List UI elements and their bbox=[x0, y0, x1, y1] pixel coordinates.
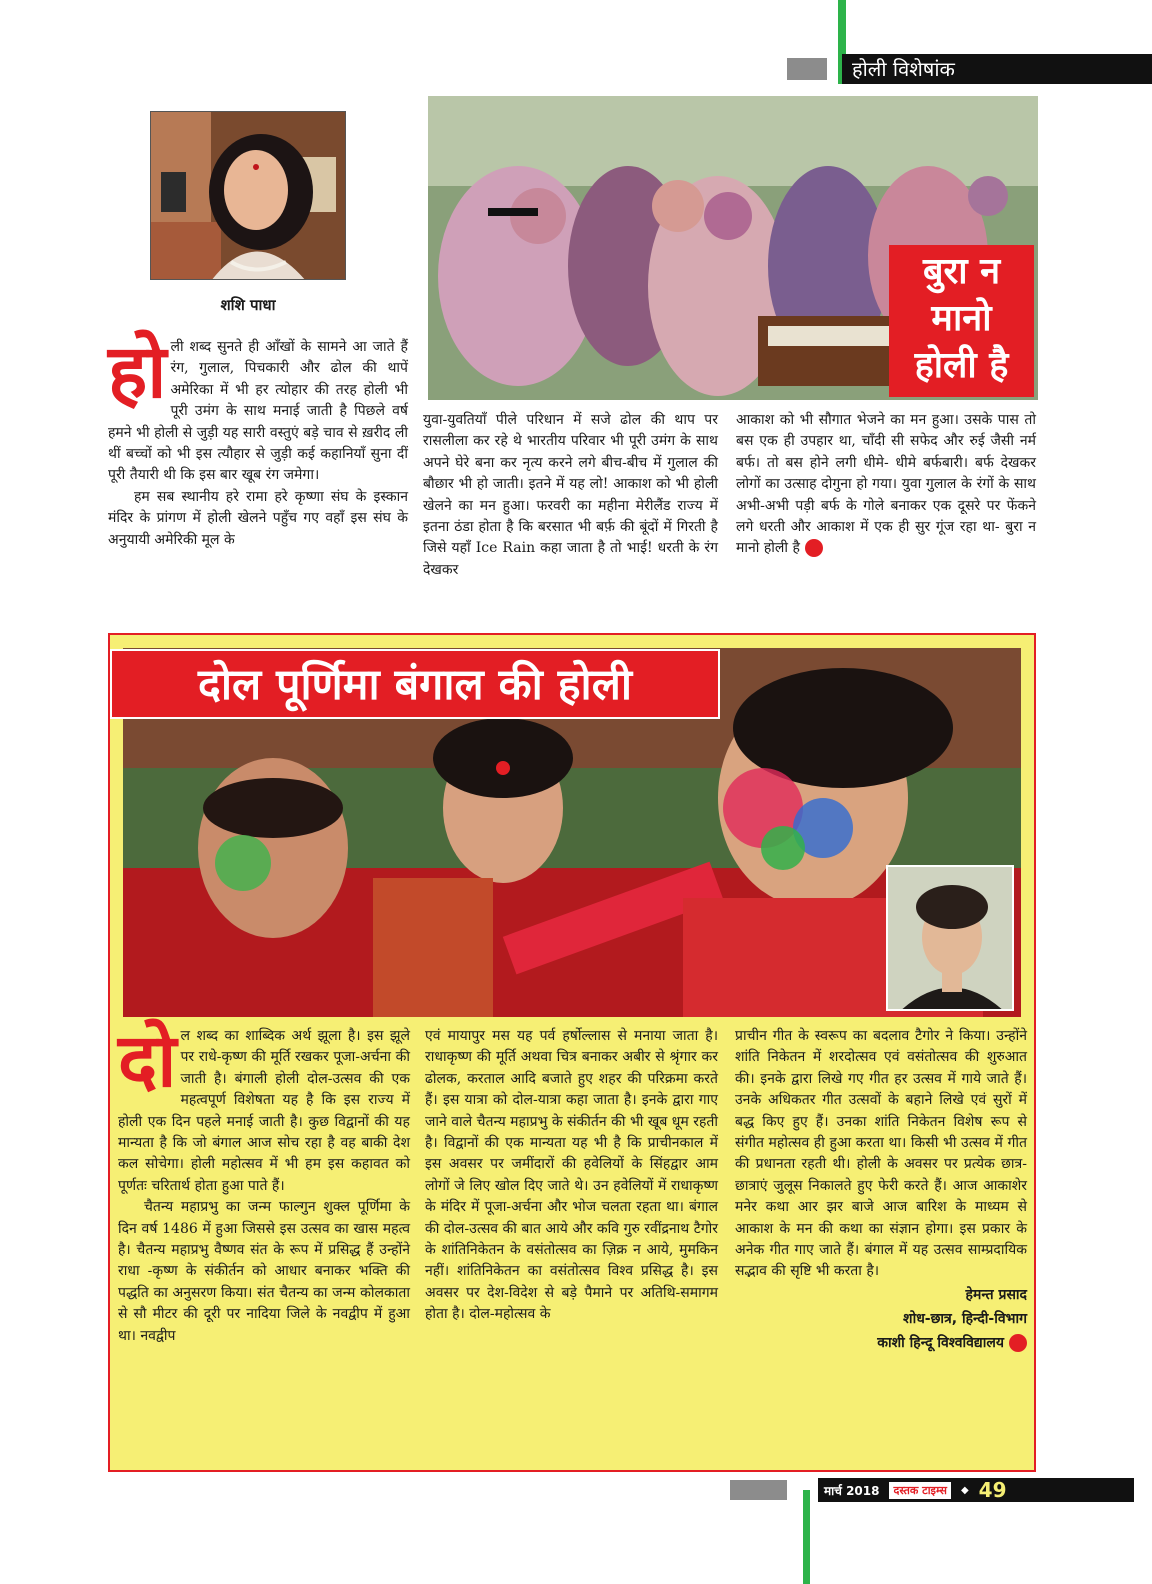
article-title-box bbox=[889, 245, 1034, 397]
paragraph-text: आकाश को भी सौगात भेजने का मन हुआ। उसके पास तो बस एक ही उपहार था, चाँदी सी सफेद और रुई जैसी नर्म बर्फ। तो बस होने लगी धीमे- धीमे बर्फबारी। बर्फ देखकर लोगों का उत्साह दोगुना हो गया। युवा गुलाल के रंगों के साथ अभी-अभी पड़ी बर्फ के गोले बनाकर एक दूसरे पर फेंकने लगे धरती और आकाश में एक ही सुर गूंज रहा था- बुरा न मानो होली है bbox=[736, 412, 1036, 557]
magazine-logo: दस्तक टाइम्स bbox=[889, 1482, 950, 1499]
article-title-line-3: होली है bbox=[914, 345, 1009, 386]
signature-role: शोध-छात्र, हिन्दी-विभाग bbox=[903, 1310, 1027, 1327]
footer-green-rule bbox=[803, 1490, 810, 1584]
article-title-line-2: मानो bbox=[931, 298, 992, 339]
page-number: 49 bbox=[978, 1478, 1007, 1502]
author-name: शशि पाधा bbox=[220, 296, 276, 314]
paragraph: एवं मायापुर मस यह पर्व हर्षोल्लास से मनाया जाता है। राधाकृष्ण की मूर्ति अथवा चित्र बनाकर अबीर से श्रृंगार कर ढोलक, करताल आदि बजाते हुए शहर की परिक्रमा करते हैं। इस यात्रा को दोल-यात्रा कहा जाता है। इनके द्वारा गाए जाने वाले चैतन्य महाप्रभु के संकीर्तन की भी खूब धूम रहती है। विद्वानों की एक मान्यता यह भी है कि प्राचीनकाल में इस अवसर पर जमींदारों की हवेलियों के सिंहद्वार आम लोगों जे लिए खोल दिए जाते थे। उन हवेलियों में राधाकृष्ण के मंदिर में पूजा-अर्चना और भोज चलता रहता था। बंगाल की दोल-उत्सव की बात आये और कवि गुरु रवींद्रनाथ टैगोर के शांतिनिकेतन के वसंतोत्सव का ज़िक्र न आये, मुमकिन नहीं। शांतिनिकेतन का वसंतोत्सव विश्व प्रसिद्ध है। इस अवसर पर देश-विदेश से बड़े पैमाने पर अतिथि-समागम होता है। दोल-महोत्सव के bbox=[425, 1028, 718, 1323]
article2-column-3 bbox=[735, 1026, 1027, 1355]
end-mark-icon bbox=[805, 539, 823, 557]
section-header bbox=[787, 54, 1152, 84]
article2-column-2 bbox=[425, 1026, 718, 1326]
section-title: होली विशेषांक bbox=[842, 54, 1152, 84]
article-title-line-1: बुरा न bbox=[922, 251, 1001, 292]
paragraph: ल शब्द का शाब्दिक अर्थ झूला है। इस झूले पर राधे-कृष्ण की मूर्ति रखकर पूजा-अर्चना की जाती है। बंगाली होली दोल-उत्सव की एक महत्वपूर्ण विशेषता यह है कि इस राज्य में होली एक दिन पहले मनाई जाती है। कुछ विद्वानों की यह मान्यता है कि जो बंगाल आज सोच रहा है वह बाकी देश कल सोचेगा। होली महोत्सव में भी हम इस कहावत को पूर्णतः चरितार्थ होता हुआ पाते हैं। bbox=[118, 1028, 410, 1194]
paragraph: युवा-युवतियाँ पीले परिधान में सजे ढोल की थाप पर रासलीला कर रहे थे भारतीय परिवार भी पूरी उमंग के साथ अपने घेरे बना कर नृत्य करने लगे बीच-बीच में गुलाल की बौछार भी हो जाती। इतने में यह लो! आकाश को भी होली खेलने का मन हुआ। फरवरी का महीना मेरीलैंड राज्य में इतना ठंडा होता है कि बरसात भी बर्फ़ की बूंदों में गिरती है जिसे यहाँ Ice Rain कहा जाता है तो भाई! धरती के रंग देखकर bbox=[423, 412, 718, 578]
header-gray-block bbox=[787, 58, 827, 80]
paragraph: हम सब स्थानीय हरे रामा हरे कृष्णा संघ के इस्कान मंदिर के प्रांगण में होली खेलने पहुँच गए वहाँ इस संघ के अनुयायी अमेरिकी मूल के bbox=[108, 488, 408, 548]
article2-title: दोल पूर्णिमा बंगाल की होली bbox=[110, 649, 720, 719]
diamond-icon: ◆ bbox=[960, 1484, 969, 1496]
article1-column-1 bbox=[108, 329, 408, 551]
signature-university-text: काशी हिन्दू विश्वविद्यालय bbox=[877, 1334, 1004, 1351]
issue-date: मार्च 2018 bbox=[824, 1483, 880, 1498]
dropcap: हो bbox=[108, 329, 167, 415]
paragraph: ली शब्द सुनते ही आँखों के सामने आ जाते हैं रंग, गुलाल, पिचकारी और ढोल की थापें अमेरिका में भी हर त्योहार की तरह होली भी पूरी उमंग के साथ मनाई जाती है पिछले वर्ष हमने भी होली से जुड़ी यह सारी वस्तुएं बड़े चाव से ख़रीद ली थीं बच्चों को भी इस त्यौहार से जुड़ी कई कहानियाँ सुना दीं पूरी तैयारी थी कि इस बार खूब रंग जमेगा। bbox=[108, 339, 408, 484]
paragraph bbox=[736, 410, 1036, 560]
footer-bar bbox=[818, 1478, 1134, 1502]
footer-gray-block bbox=[730, 1480, 787, 1500]
paragraph: चैतन्य महाप्रभु का जन्म फाल्गुन शुक्ल पूर्णिमा के दिन वर्ष 1486 में हुआ जिससे इस उत्सव का खास महत्व है। चैतन्य महाप्रभु वैष्णव संत के रूप में प्रसिद्ध हैं उन्होंने राधा -कृष्ण के संकीर्तन को आधार बनाकर भक्ति की पद्धति का अनुसरण किया। संत चैतन्य का जन्म कोलकाता से सौ मीटर की दूरी पर नादिया जिले के नवद्वीप में हुआ था। नवद्वीप bbox=[118, 1199, 410, 1344]
article1-column-2 bbox=[423, 410, 718, 581]
signature-name: हेमन्त प्रसाद bbox=[965, 1286, 1027, 1303]
contributor-photo bbox=[886, 865, 1014, 1011]
dropcap: दो bbox=[118, 1018, 177, 1104]
paragraph: प्राचीन गीत के स्वरूप का बदलाव टैगोर ने किया। उन्होंने शांति निकेतन में शरदोत्सव एवं वसंतोत्सव की शुरुआत की। इनके द्वारा लिखे गए गीत हर उत्सव में गाये जाते हैं। उनके अधिकतर गीत उत्सवों के बहाने लिखे एवं सुरों में बद्ध किए हुए हैं। उनका शांति निकेतन विशेष रूप से संगीत महोत्सव ही हुआ करता था। किसी भी उत्सव में गीत की प्रधानता रहती थी। होली के अवसर पर प्रत्येक छात्र-छात्राएं जुलूस निकालते हुए फेरी करते हैं। आज आकाशेर मनेर कथा आर झर बाजे आज बारिश के माध्यम से आकाश के मन की कथा का संज्ञान होगा। इस प्रकार के अनेक गीत गाए जाते हैं। बंगाल में यह उत्सव साम्प्रदायिक सद्भाव की सृष्टि भी करता है। bbox=[735, 1028, 1027, 1280]
article2-column-1 bbox=[118, 1018, 410, 1347]
end-mark-icon bbox=[1009, 1334, 1027, 1352]
signature-university bbox=[735, 1331, 1027, 1355]
article1-column-3 bbox=[736, 410, 1036, 560]
author-photo bbox=[150, 111, 346, 280]
